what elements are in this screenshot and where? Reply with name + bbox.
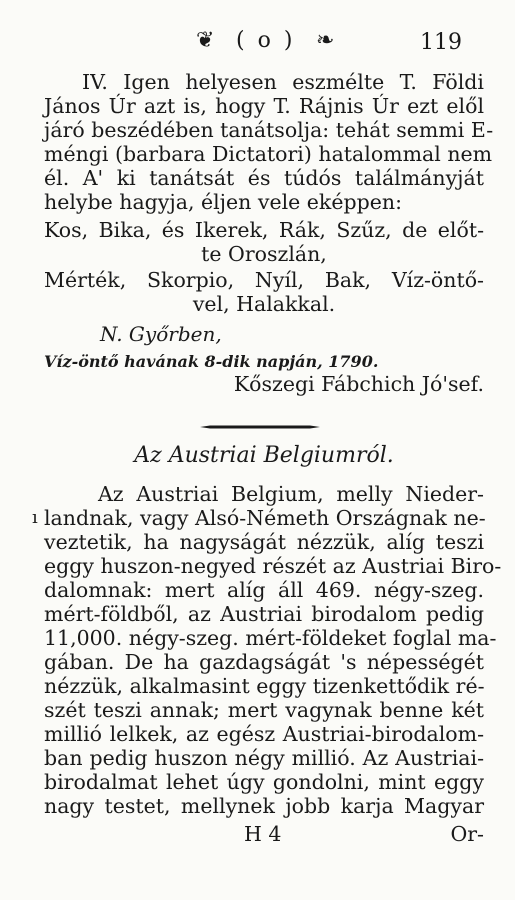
- page-number: 119: [420, 30, 462, 55]
- date-line: Víz-öntő havának 8-dik napján, 1790.: [44, 352, 379, 371]
- section-divider: [200, 424, 320, 430]
- text-line: 11,000. négy-szeg. mért-földeket foglal ma-: [44, 626, 497, 650]
- text-line: ban pedig huszon négy millió. Az Austriai-: [44, 746, 484, 770]
- verse-line: vel, Halakkal.: [192, 292, 336, 316]
- text-line: Az Austriai Belgium, melly Nieder-: [98, 482, 484, 506]
- text-line: dalomnak: mert alíg áll 469. négy-szeg.: [44, 578, 484, 602]
- text-line: mért-földből, az Austriai birodalom pedig: [44, 602, 484, 626]
- catchword: Or-: [450, 822, 484, 846]
- verse-line: Kos, Bika, és Ikerek, Rák, Szűz, de előt-: [44, 218, 484, 242]
- text-line: szét teszi annak; mert vagynak benne két: [44, 698, 484, 722]
- text-line: birodalmat lehet úgy gondolni, mint eggy: [44, 770, 484, 794]
- text-line: nézzük, alkalmasint eggy tizenkettődik ré-: [44, 674, 485, 698]
- text-line: helybe hagyja, éljen vele eképpen:: [44, 190, 402, 214]
- text-line: millió lelkek, az egész Austriai-birodalom-: [44, 722, 484, 746]
- signature-mark: H 4: [244, 822, 282, 846]
- fleuron-left-icon: ❦: [196, 28, 215, 53]
- article-title: Az Austriai Belgiumról.: [134, 443, 394, 468]
- verse-line: Mérték, Skorpio, Nyíl, Bak, Víz-öntő-: [44, 268, 484, 292]
- text-line: gában. De ha gazdagságát 's népességét: [44, 650, 484, 674]
- margin-mark: ı: [32, 507, 38, 528]
- text-line: IV. Igen helyesen eszmélte T. Földi: [82, 70, 484, 94]
- text-line: él. A' ki tanátsát és túdós találmányját: [44, 166, 484, 190]
- author-signature: Kőszegi Fábchich Jó'sef.: [233, 372, 484, 396]
- text-line: eggy huszon-negyed részét az Austriai Biro-: [44, 554, 502, 578]
- text-line: nagy testet, mellynek jobb karja Magyar: [44, 794, 484, 818]
- text-line: János Úr azt is, hogy T. Rájnis Úr ezt elől: [44, 94, 484, 118]
- text-line: méngi (barbara Dictatori) hatalommal nem: [44, 142, 493, 166]
- running-title: ( o ): [236, 28, 296, 53]
- verse-line: te Oroszlán,: [201, 242, 327, 266]
- text-line: landnak, vagy Alsó-Németh Országnak ne-: [44, 506, 486, 530]
- text-line: járó beszédében tanátsolja: tehát semmi E-: [44, 118, 494, 142]
- fleuron-right-icon: ❧: [316, 28, 335, 53]
- text-line: veztetik, ha nagyságát nézzük, alíg teszi: [44, 530, 484, 554]
- running-header: [0, 28, 515, 58]
- place-line: N. Győrben,: [100, 322, 222, 346]
